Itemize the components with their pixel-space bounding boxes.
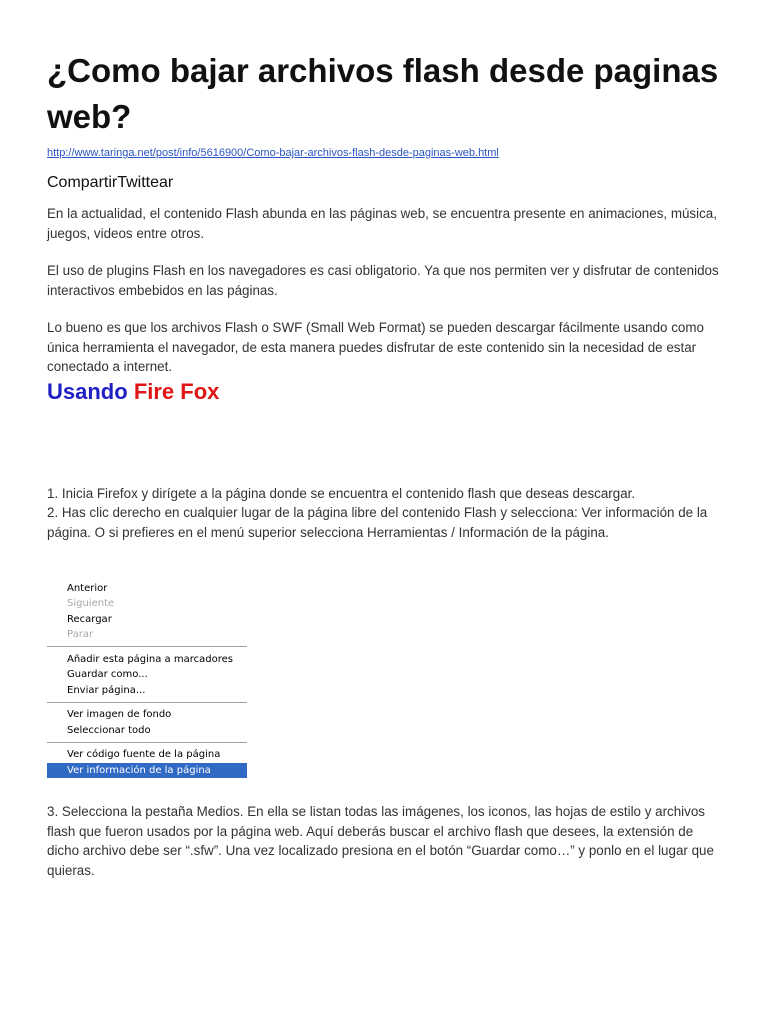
ctx-item-enviar-pagina: Enviar página... [67,685,146,696]
ctx-item-siguiente: Siguiente [67,598,115,609]
share-compartir-link[interactable]: Compartir [47,174,118,191]
intro-paragraph-3: Lo bueno es que los archivos Flash o SWF (Small Web Format) se pueden descargar fácilmente usando como única herramienta el navegador, de esta manera puedes disfrutar de este contenido sin la necesidad de estar conectado a internet. [47,320,704,374]
step-2: 2. Has clic derecho en cualquier lugar de la página libre del contenido Flash y selecciona: Ver información de la página. O si prefieres en el menú superior selecciona Herramientas / Información de la página. [47,505,708,540]
ctx-item-parar: Parar [67,629,94,640]
share-row [47,173,173,193]
ctx-separator [47,702,247,703]
share-twittear-link[interactable]: Twittear [117,174,174,191]
article-title: ¿Como bajar archivos flash desde paginas web? [47,52,719,135]
ctx-item-ver-codigo-fuente: Ver código fuente de la página [67,749,221,760]
ctx-separator [47,646,247,647]
ctx-item-anterior: Anterior [67,583,108,594]
source-url-link[interactable]: http://www.taringa.net/post/info/5616900/Como-bajar-archivos-flash-desde-paginas-web.html [47,147,499,159]
section-heading-part1: Usando [47,379,128,404]
ctx-item-ver-informacion-pagina: Ver información de la página [47,763,247,778]
ctx-item-seleccionar-todo: Seleccionar todo [67,725,151,736]
section-heading-firefox [47,377,219,407]
ctx-item-ver-imagen-fondo: Ver imagen de fondo [67,709,172,720]
ctx-item-anadir-marcadores: Añadir esta página a marcadores [67,654,233,665]
context-menu-screenshot [47,578,247,778]
intro-paragraph-1: En la actualidad, el contenido Flash abunda en las páginas web, se encuentra presente en animaciones, música, juegos, videos entre otros. [47,206,717,241]
step-3: 3. Selecciona la pestaña Medios. En ella se listan todas las imágenes, los iconos, las hojas de estilo y archivos flash que fueron usados por la página web. Aquí deberás buscar el archivo flash que desees, la extensión de dicho archivo debe ser “.sfw”. Una vez localizado presiona en el botón “Guardar como…” y ponlo en el lugar que quieras. [47,804,714,878]
ctx-item-recargar: Recargar [67,614,112,625]
section-heading-part2: Fire Fox [133,379,220,404]
intro-paragraph-2: El uso de plugins Flash en los navegadores es casi obligatorio. Ya que nos permiten ver y disfrutar de contenidos interactivos embebidos en las páginas. [47,263,719,298]
ctx-item-guardar-como: Guardar como... [67,669,148,680]
ctx-separator [47,742,247,743]
step-1: 1. Inicia Firefox y dirígete a la página donde se encuentra el contenido flash que deseas descargar. [47,486,636,501]
